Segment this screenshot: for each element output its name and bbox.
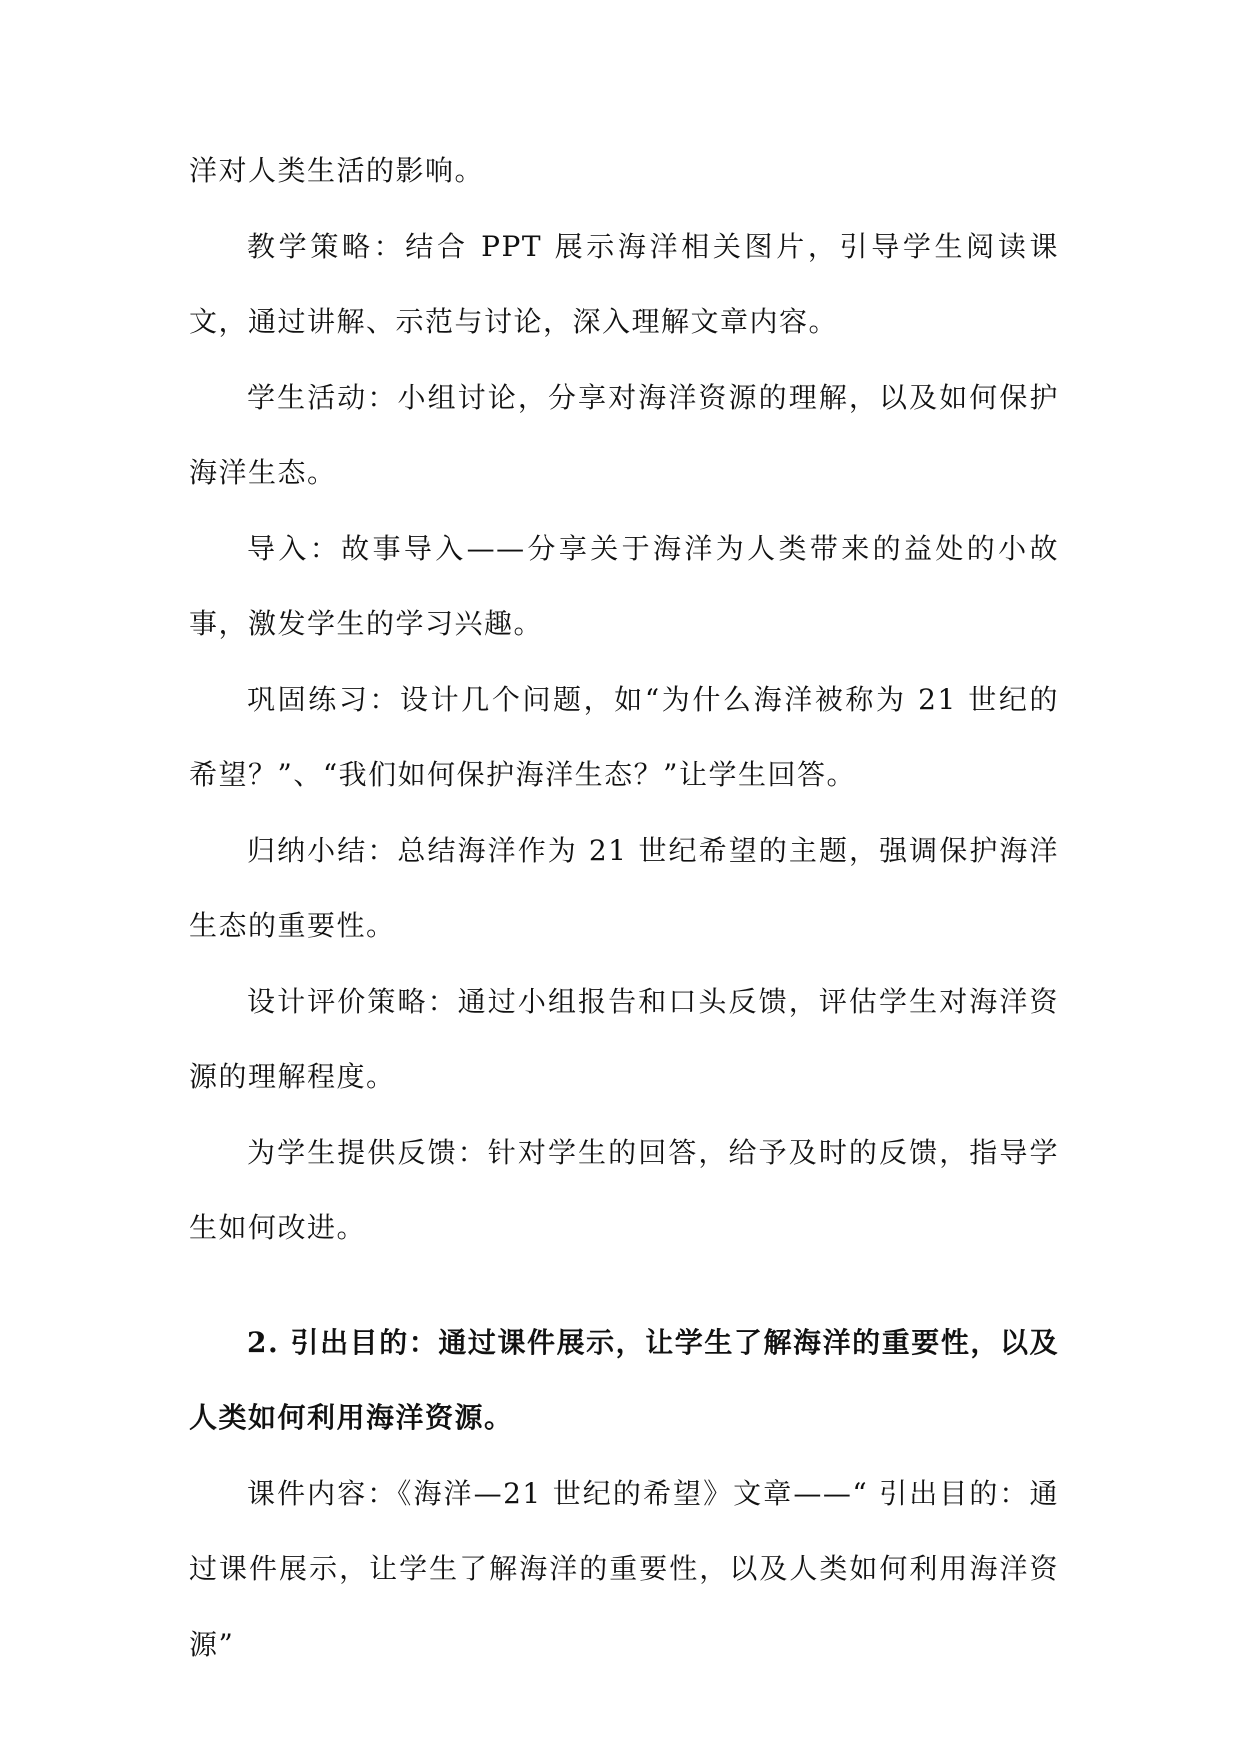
document-body — [189, 133, 1059, 1682]
paragraph-teaching-strategy: 教学策略：结合 PPT 展示海洋相关图片，引导学生阅读课文，通过讲解、示范与讨论，深入理解文章内容。 — [189, 229, 1059, 338]
paragraph-evaluation: 设计评价策略：通过小组报告和口头反馈，评估学生对海洋资源的理解程度。 — [189, 984, 1059, 1093]
paragraph-feedback: 为学生提供反馈：针对学生的回答，给予及时的反馈，指导学生如何改进。 — [189, 1135, 1059, 1244]
paragraph-introduction: 导入：故事导入——分享关于海洋为人类带来的益处的小故事，激发学生的学习兴趣。 — [189, 531, 1059, 640]
section-heading: 2. 引出目的：通过课件展示，让学生了解海洋的重要性，以及人类如何利用海洋资源。 — [189, 1325, 1059, 1434]
paragraph-courseware-content: 课件内容：《海洋—21 世纪的希望》文章——“ 引出目的：通过课件展示，让学生了解海洋的重要性，以及人类如何利用海洋资源” — [189, 1476, 1059, 1661]
paragraph-student-activity: 学生活动：小组讨论，分享对海洋资源的理解，以及如何保护海洋生态。 — [189, 380, 1059, 489]
paragraph-summary: 归纳小结：总结海洋作为 21 世纪希望的主题，强调保护海洋生态的重要性。 — [189, 833, 1059, 942]
paragraph-practice: 巩固练习：设计几个问题，如“为什么海洋被称为 21 世纪的希望？”、“我们如何保护海洋生态？”让学生回答。 — [189, 682, 1059, 791]
paragraph-continuation: 洋对人类生活的影响。 — [189, 154, 485, 187]
